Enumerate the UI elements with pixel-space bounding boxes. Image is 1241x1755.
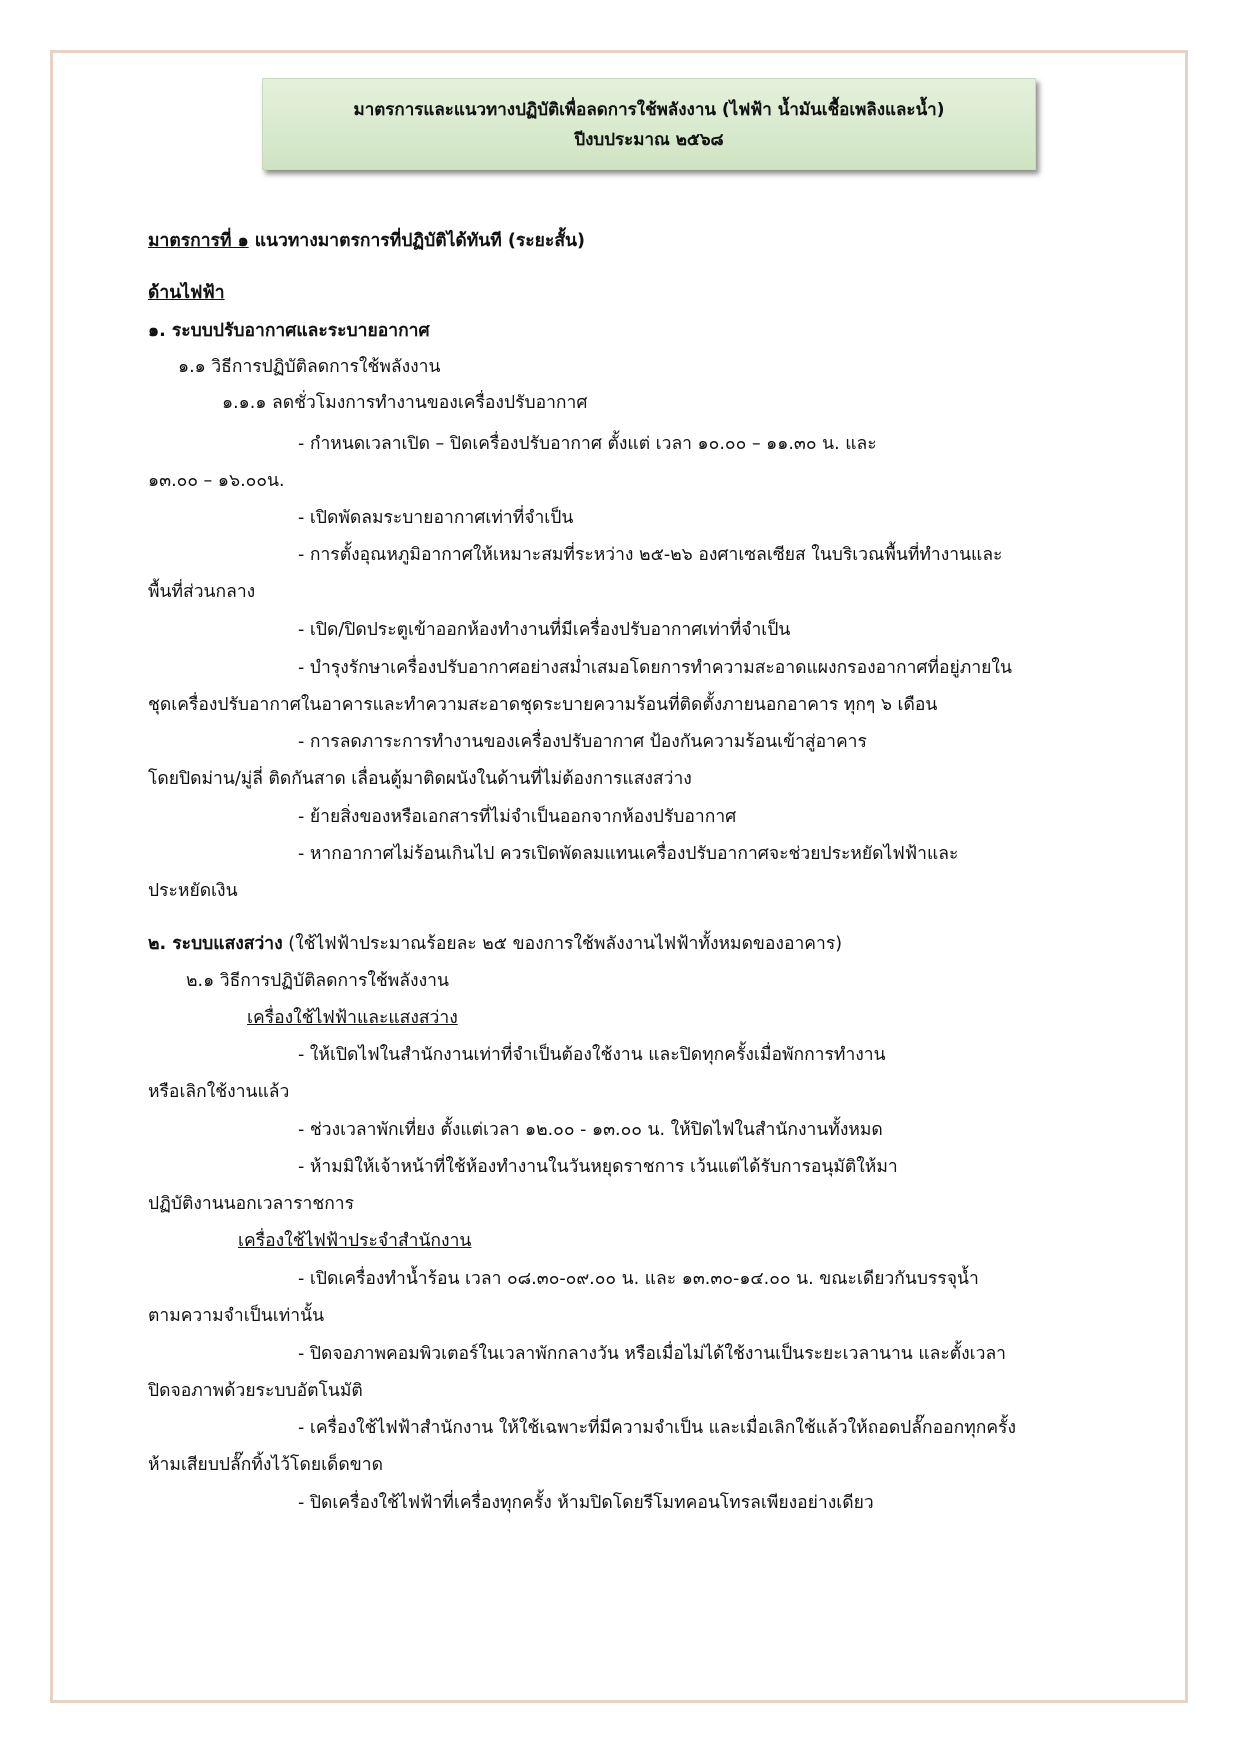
section-2-1-heading: ๒.๑ วิธีการปฏิบัติลดการใช้พลังงาน: [186, 971, 449, 991]
s1-line: พื้นที่ส่วนกลาง: [148, 582, 256, 602]
measure-label: มาตรการที่ ๑: [148, 231, 249, 251]
s1-line: - กำหนดเวลาเปิด – ปิดเครื่องปรับอากาศ ตั้งแต่ เวลา ๑๐.๐๐ – ๑๑.๓๐ น. และ: [298, 434, 877, 454]
s2-group2-line: - เปิดเครื่องทำน้ำร้อน เวลา ๐๘.๓๐-๐๙.๐๐ น. และ ๑๓.๓๐-๑๔.๐๐ น. ขณะเดียวกันบรรจุน้ำ: [298, 1269, 979, 1289]
measure-heading: [148, 229, 585, 253]
s1-line: - เปิด/ปิดประตูเข้าออกห้องทำงานที่มีเครื่องปรับอากาศเท่าที่จำเป็น: [298, 620, 791, 640]
s1-line: ๑๓.๐๐ – ๑๖.๐๐น.: [148, 471, 285, 491]
s1-line: โดยปิดม่าน/มู่ลี่ ติดกันสาด เลื่อนตู้มาติดผนังในด้านที่ไม่ต้องการแสงสว่าง: [148, 769, 692, 789]
s2-group2-line: ตามความจำเป็นเท่านั้น: [148, 1306, 325, 1326]
group-appliances-lighting-title: เครื่องใช้ไฟฟ้าและแสงสว่าง: [247, 1008, 458, 1028]
s2-group2-line: - เครื่องใช้ไฟฟ้าสำนักงาน ให้ใช้เฉพาะที่มีความจำเป็น และเมื่อเลิกใช้แล้วให้ถอดปลั๊กออกทุกครั้ง: [298, 1418, 1017, 1438]
group-office-appliances-title: เครื่องใช้ไฟฟ้าประจำสำนักงาน: [238, 1231, 472, 1251]
s1-line: - บำรุงรักษาเครื่องปรับอากาศอย่างสม่ำเสมอโดยการทำความสะอาดแผงกรองอากาศที่อยู่ภายใน: [298, 658, 1012, 678]
s1-line: ชุดเครื่องปรับอากาศในอาคารและทำความสะอาดชุดระบายความร้อนที่ติดตั้งภายนอกอาคาร ทุกๆ ๖ เดือน: [148, 695, 938, 715]
measure-text: แนวทางมาตรการที่ปฏิบัติได้ทันที (ระยะสั้น): [248, 231, 585, 251]
s1-line: - การตั้งอุณหภูมิอากาศให้เหมาะสมที่ระหว่าง ๒๕-๒๖ องศาเซลเซียส ในบริเวณพื้นที่ทำงานและ: [298, 545, 1003, 565]
section-2-heading: [148, 932, 842, 956]
s1-line: - การลดภาระการทำงานของเครื่องปรับอากาศ ป้องกันความร้อนเข้าสู่อาคาร: [298, 732, 867, 752]
s1-line: - หากอากาศไม่ร้อนเกินไป ควรเปิดพัดลมแทนเครื่องปรับอากาศจะช่วยประหยัดไฟฟ้าและ: [298, 844, 959, 864]
s2-group2-line: ปิดจอภาพด้วยระบบอัตโนมัติ: [148, 1381, 363, 1401]
s2-group2-line: - ปิดเครื่องใช้ไฟฟ้าที่เครื่องทุกครั้ง ห้ามปิดโดยรีโมทคอนโทรลเพียงอย่างเดียว: [298, 1493, 874, 1513]
s2-group2-line: - ปิดจอภาพคอมพิวเตอร์ในเวลาพักกลางวัน หรือเมื่อไม่ได้ใช้งานเป็นระยะเวลานาน และตั้งเวลา: [298, 1344, 1007, 1364]
title-line-1: มาตรการและแนวทางปฏิบัติเพื่อลดการใช้พลังงาน (ไฟฟ้า น้ำมันเชื้อเพลิงและน้ำ): [353, 100, 945, 120]
section-electricity: ด้านไฟฟ้า: [148, 283, 225, 303]
section-1-1-1-heading: ๑.๑.๑ ลดชั่วโมงการทำงานของเครื่องปรับอากาศ: [222, 393, 588, 413]
s2-group1-line: - ให้เปิดไฟในสำนักงานเท่าที่จำเป็นต้องใช้งาน และปิดทุกครั้งเมื่อพักการทำงาน: [298, 1045, 886, 1065]
s2-group1-line: - ห้ามมิให้เจ้าหน้าที่ใช้ห้องทำงานในวันหยุดราชการ เว้นแต่ได้รับการอนุมัติให้มา: [298, 1157, 898, 1177]
section-1-1-heading: ๑.๑ วิธีการปฏิบัติลดการใช้พลังงาน: [178, 357, 441, 377]
section-2-heading-note: (ใช้ไฟฟ้าประมาณร้อยละ ๒๕ ของการใช้พลังงานไฟฟ้าทั้งหมดของอาคาร): [282, 934, 843, 954]
s2-group2-line: ห้ามเสียบปลั๊กทิ้งไว้โดยเด็ดขาด: [148, 1455, 383, 1475]
section-1-heading: ๑. ระบบปรับอากาศและระบายอากาศ: [148, 321, 430, 341]
title-line-2: ปีงบประมาณ ๒๕๖๘: [574, 130, 724, 150]
section-2-heading-label: ๒. ระบบแสงสว่าง: [148, 934, 283, 954]
s2-group1-line: ปฏิบัติงานนอกเวลาราชการ: [148, 1194, 355, 1214]
document-title-box: [262, 78, 1036, 170]
s1-line: - ย้ายสิ่งของหรือเอกสารที่ไม่จำเป็นออกจากห้องปรับอากาศ: [298, 807, 737, 827]
s2-group1-line: หรือเลิกใช้งานแล้ว: [148, 1082, 290, 1102]
s2-group1-line: - ช่วงเวลาพักเที่ยง ตั้งแต่เวลา ๑๒.๐๐ - ๑๓.๐๐ น. ให้ปิดไฟในสำนักงานทั้งหมด: [298, 1120, 883, 1140]
s1-line: - เปิดพัดลมระบายอากาศเท่าที่จำเป็น: [298, 508, 574, 528]
s1-line: ประหยัดเงิน: [148, 881, 238, 901]
